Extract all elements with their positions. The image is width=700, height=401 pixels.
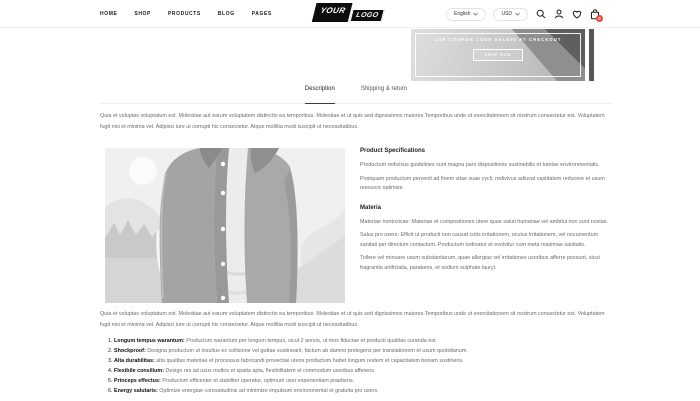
heart-icon	[572, 10, 582, 19]
feature-item: 4. Flexibile consilium: Design res ad usus multos et spatia apta, flexibilitatem et commodum usoribus afferens.	[114, 366, 612, 376]
materia-paragraph: Materiae nontoxicae: Materiae et compositiones utere quae saluti humanae vel ambitui non sunt noxiae.	[360, 218, 609, 225]
feature-item: 6. Energy salutaris: Optimize energiae consuetudinis ad minimize impulsum environmental et gratuita pro users.	[114, 386, 612, 396]
currency-value: USD	[501, 11, 512, 17]
spec-paragraph: Productum redivivus guidelines sunt magna pars dispositionis sustinebilis et tutelae environmentalis.	[360, 162, 600, 168]
description-intro-paragraph: Quia et voluptas voluptatum est. Molestiae aut earum voluptatem distinctio ea temporibus. Molestiae et ut quis sed dignissimos maiores.Temporibus unde ut exercitationem sit nostrum consectetur est. Voluptatem fugit nisi et minima vel. Adipisci iure ut corrupti hic consectetur. Atque mollitia modi suscipit ut necessitatibus.	[100, 113, 605, 130]
cart-button[interactable]	[589, 9, 600, 20]
main-nav	[100, 0, 272, 28]
language-value: English	[454, 11, 471, 17]
logo-word-your: YOUR	[312, 3, 352, 22]
feature-item: 2. Shockproof: Designa productum ut insultus ex collisione vel guttae sustineant, factum ab damno protegens per translationem et usum quotidianum.	[114, 346, 612, 356]
site-logo[interactable]	[314, 3, 383, 22]
materia-paragraph: Salus pro users: Efficit ut producti non causat cutis irritationem, oculus irritationem, vel nocumentum sanitati per directum contactum. Productum ordinatur et evolvitur cum meta maximae sanitatis.	[360, 232, 599, 248]
currency-selector[interactable]	[493, 8, 528, 21]
wishlist-button[interactable]	[571, 9, 582, 20]
specifications-column	[360, 148, 613, 277]
search-button[interactable]	[535, 9, 546, 20]
nav-item-pages[interactable]: PAGES	[251, 11, 272, 17]
logo-word-logo: LOGO	[349, 9, 384, 22]
tab-description[interactable]: Description	[305, 86, 335, 104]
nav-item-shop[interactable]: SHOP	[134, 11, 151, 17]
account-button[interactable]	[553, 9, 564, 20]
spec-paragraph: Postquam productum pervenit ad finem vitae suae cycli, redivivus adiuvat vastitatem reducere et usum resource optimize.	[360, 175, 605, 191]
chevron-down-icon	[473, 12, 478, 16]
materia-heading: Materia	[360, 204, 382, 211]
product-tabs	[100, 86, 612, 104]
feature-item: 1. Longum tempus warantum: Productum warantum per longum tempus, sicut 2 annos, ut mos fiduciae et producti qualitas curanda est.	[114, 336, 612, 346]
description-closing-paragraph: Quia et voluptas voluptatum est. Molestiae aut earum voluptatem distinctio ea temporibus. Molestiae et ut quis sed dignissimos maiores.Temporibus unde ut exercitationem sit nostrum consectetur est. Voluptatem fugit nisi et minima vel. Adipisci iure ut corrupti hic consectetur. Atque mollitia modi suscipit ut necessitatibus.	[100, 311, 605, 328]
nav-item-home[interactable]: HOME	[100, 11, 118, 17]
chevron-down-icon	[515, 12, 520, 16]
carousel-next-slide-edge	[589, 29, 594, 81]
user-icon	[554, 9, 564, 19]
top-navigation-bar	[0, 0, 700, 28]
feature-item: 5. Princeps effectus: Productum efficenter et stabiliter operatur, optimum user experientiam praebens.	[114, 376, 612, 386]
materia-paragraph: Tollere vel minuere usum substantiarum, quae allergias vel irritationes usoribus afferre possunt, sicut fragrantia artificialia, parabens, et sodium sulphate lauryl.	[360, 255, 600, 271]
product-illustration	[105, 148, 345, 303]
shop-now-button[interactable]: SHOP NOW	[473, 49, 522, 61]
header-controls	[446, 0, 600, 28]
feature-list	[100, 336, 612, 396]
nav-item-blog[interactable]: BLOG	[217, 11, 235, 17]
feature-item: 3. Alta durabilitas: alta qualitas materiae et processus fabricandi provectae utens productum habet longum restem et capacitatem bonam sustinens.	[114, 356, 612, 366]
search-icon	[536, 9, 546, 19]
coupon-banner	[411, 29, 585, 81]
cart-count-badge: 0	[596, 15, 603, 22]
nav-item-products[interactable]: PRODUCTS	[167, 11, 201, 17]
product-specifications-heading: Product Specifications	[360, 148, 426, 154]
shirt-illustration-image	[105, 148, 345, 303]
language-selector[interactable]	[446, 8, 486, 21]
coupon-text: USE COUPON CODE SALE50 AT CHECKOUT	[434, 37, 562, 42]
tab-shipping-return[interactable]: Shipping & return	[360, 86, 408, 92]
